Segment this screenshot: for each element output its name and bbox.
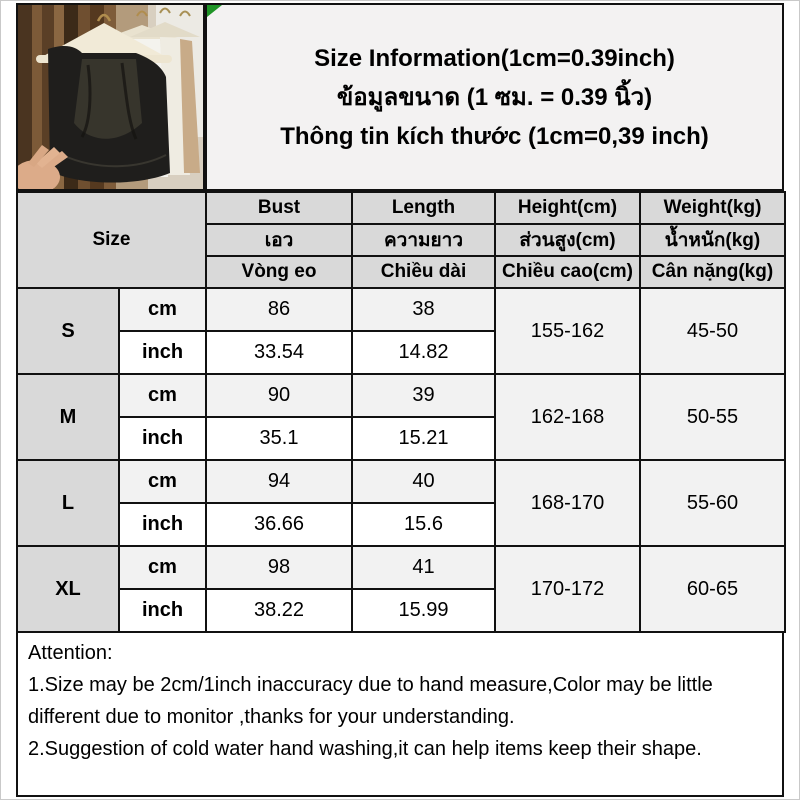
cell-xl-length-inch: 15.99 xyxy=(352,589,495,632)
cell-s-length-inch: 14.82 xyxy=(352,331,495,374)
header-height-vi: Chiều cao(cm) xyxy=(495,256,640,288)
product-photo xyxy=(16,3,205,191)
header-weight-th: น้ำหนัก(kg) xyxy=(640,224,785,256)
attention-box xyxy=(16,631,784,797)
header-bust-th: เอว xyxy=(206,224,352,256)
header-height-en: Height(cm) xyxy=(495,192,640,224)
cell-m-height: 162-168 xyxy=(495,374,640,460)
cell-l-length-cm: 40 xyxy=(352,460,495,503)
title-thai: ข้อมูลขนาด (1 ซม. = 0.39 นิ้ว) xyxy=(336,83,653,111)
table-row xyxy=(17,374,785,417)
cell-m-length-cm: 39 xyxy=(352,374,495,417)
cell-s-height: 155-162 xyxy=(495,288,640,374)
cell-s-bust-cm: 86 xyxy=(206,288,352,331)
header-weight-vi: Cân nặng(kg) xyxy=(640,256,785,288)
unit-cm: cm xyxy=(119,460,206,503)
cell-l-bust-cm: 94 xyxy=(206,460,352,503)
cell-l-bust-inch: 36.66 xyxy=(206,503,352,546)
header-row-en xyxy=(17,192,785,224)
unit-inch: inch xyxy=(119,417,206,460)
header-size: Size xyxy=(17,192,206,288)
unit-cm: cm xyxy=(119,288,206,331)
cell-m-bust-cm: 90 xyxy=(206,374,352,417)
cell-m-weight: 50-55 xyxy=(640,374,785,460)
unit-inch: inch xyxy=(119,503,206,546)
header-length-vi: Chiều dài xyxy=(352,256,495,288)
cell-xl-bust-inch: 38.22 xyxy=(206,589,352,632)
cell-l-height: 168-170 xyxy=(495,460,640,546)
size-table xyxy=(16,191,786,633)
cell-m-bust-inch: 35.1 xyxy=(206,417,352,460)
title-vietnamese: Thông tin kích thước (1cm=0,39 inch) xyxy=(280,122,709,150)
cell-size-xl: XL xyxy=(17,546,119,632)
unit-inch: inch xyxy=(119,331,206,374)
attention-note-1: 1.Size may be 2cm/1inch inaccuracy due to hand measure,Color may be little different due to monitor ,thanks for your understanding. xyxy=(28,674,713,728)
cell-s-bust-inch: 33.54 xyxy=(206,331,352,374)
cell-xl-length-cm: 41 xyxy=(352,546,495,589)
attention-note-2: 2.Suggestion of cold water hand washing,it can help items keep their shape. xyxy=(28,738,702,760)
cell-xl-bust-cm: 98 xyxy=(206,546,352,589)
cell-size-l: L xyxy=(17,460,119,546)
cell-size-m: M xyxy=(17,374,119,460)
header-length-en: Length xyxy=(352,192,495,224)
attention-heading: Attention: xyxy=(28,642,113,664)
table-row xyxy=(17,460,785,503)
green-corner-icon xyxy=(207,5,222,17)
table-row xyxy=(17,288,785,331)
cell-l-length-inch: 15.6 xyxy=(352,503,495,546)
header-length-th: ความยาว xyxy=(352,224,495,256)
cell-m-length-inch: 15.21 xyxy=(352,417,495,460)
cell-size-s: S xyxy=(17,288,119,374)
cell-s-weight: 45-50 xyxy=(640,288,785,374)
title-english: Size Information(1cm=0.39inch) xyxy=(314,44,675,72)
black-cardigan xyxy=(48,46,170,183)
unit-cm: cm xyxy=(119,546,206,589)
unit-inch: inch xyxy=(119,589,206,632)
header-bust-en: Bust xyxy=(206,192,352,224)
header-bust-vi: Vòng eo xyxy=(206,256,352,288)
cell-xl-weight: 60-65 xyxy=(640,546,785,632)
cell-l-weight: 55-60 xyxy=(640,460,785,546)
product-photo-illustration xyxy=(18,5,203,189)
cell-xl-height: 170-172 xyxy=(495,546,640,632)
table-row xyxy=(17,546,785,589)
cell-s-length-cm: 38 xyxy=(352,288,495,331)
title-box xyxy=(205,3,784,191)
header-weight-en: Weight(kg) xyxy=(640,192,785,224)
header-height-th: ส่วนสูง(cm) xyxy=(495,224,640,256)
unit-cm: cm xyxy=(119,374,206,417)
